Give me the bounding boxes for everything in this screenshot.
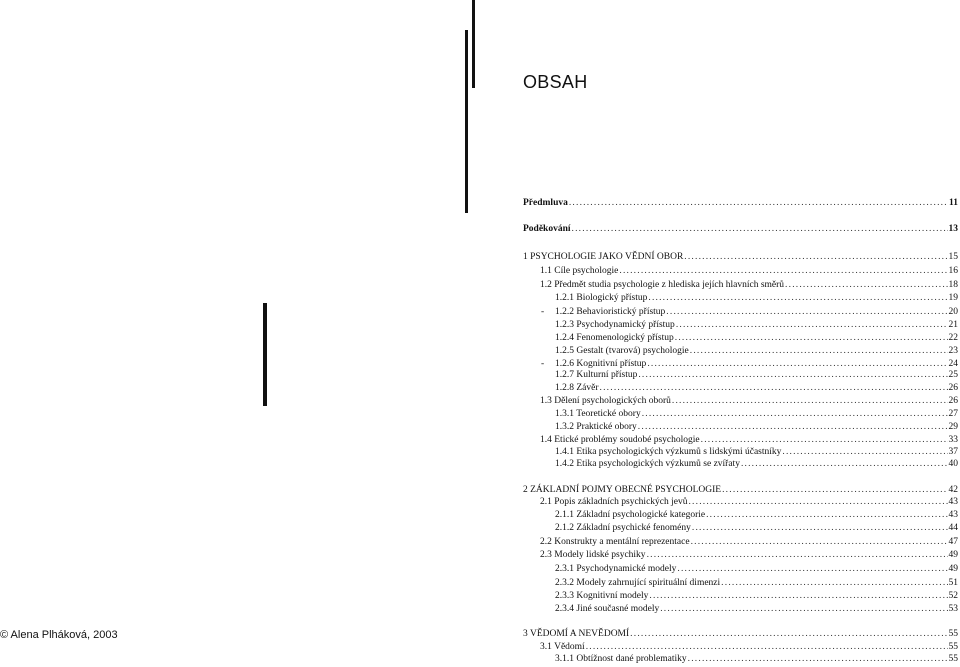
toc-entry-label: 1.2.4 Fenomenologický přístup — [555, 333, 674, 343]
toc-leader-dots — [706, 510, 947, 521]
toc-entry-page: 23 — [948, 346, 958, 356]
toc-entry-page: 44 — [948, 523, 958, 533]
toc-entry-label: 1.2.3 Psychodynamický přístup — [555, 320, 675, 330]
toc-entry-page: 29 — [948, 422, 958, 432]
toc-leader-dots — [692, 523, 948, 534]
toc-entry-page: 20 — [948, 307, 958, 317]
toc-entry[interactable] — [555, 409, 958, 420]
toc-entry-label: 1.3.1 Teoretické obory — [555, 409, 641, 419]
toc-entry-label: 1.2.1 Biologický přístup — [555, 293, 648, 303]
toc-leader-dots — [684, 252, 947, 263]
toc-entry-page: 11 — [949, 198, 958, 208]
toc-entry-page: 49 — [948, 564, 958, 574]
toc-entry[interactable] — [541, 359, 958, 370]
toc-entry-label: 2.2 Konstrukty a mentální reprezentace — [540, 537, 690, 547]
toc-leader-dots — [688, 497, 947, 508]
toc-entry-label: Poděkování — [523, 224, 571, 234]
toc-entry-label: 3.1 Vědomí — [540, 642, 585, 652]
toc-entry-page: 42 — [948, 485, 958, 495]
toc-entry-label: 2.3.1 Psychodynamické modely — [555, 564, 677, 574]
toc-leader-dots — [688, 654, 948, 665]
toc-entry-page: 22 — [948, 333, 958, 343]
toc-entry-label: 2.3.4 Jiné současné modely — [555, 604, 660, 614]
toc-entry[interactable] — [555, 604, 958, 615]
toc-leader-dots — [648, 293, 947, 304]
toc-entry-page: 16 — [948, 266, 958, 276]
toc-entry-label: 2 ZÁKLADNÍ POJMY OBECNÉ PSYCHOLOGIE — [523, 485, 722, 495]
toc-entry-page: 26 — [948, 396, 958, 406]
page-title: OBSAH — [523, 72, 588, 92]
toc-leader-dots — [666, 307, 947, 318]
toc-entry-page: 26 — [948, 383, 958, 393]
toc-entry-page: 53 — [948, 604, 958, 614]
toc-entry[interactable] — [555, 654, 958, 665]
toc-entry-page: 55 — [948, 629, 958, 639]
toc-leader-dots — [619, 266, 947, 277]
toc-leader-dots — [782, 447, 947, 458]
toc-entry[interactable] — [523, 629, 958, 640]
toc-entry[interactable] — [555, 459, 958, 470]
toc-leader-dots — [721, 578, 947, 589]
toc-entry[interactable] — [555, 320, 958, 331]
toc-entry-label: 1.2.5 Gestalt (tvarová) psychologie — [555, 346, 689, 356]
toc-leader-dots — [649, 591, 947, 602]
toc-leader-dots — [647, 550, 948, 561]
toc-entry-page: 43 — [948, 510, 958, 520]
toc-entry-page: 27 — [948, 409, 958, 419]
toc-entry-page: 47 — [948, 537, 958, 547]
toc-entry-label: 1.2 Předmět studia psychologie z hlediska jejích hlavních směrů — [540, 280, 785, 290]
toc-entry[interactable] — [540, 642, 958, 653]
toc-entry-label: 3.1.1 Obtížnost dané problematiky — [555, 654, 687, 664]
toc-entry[interactable] — [555, 422, 958, 433]
toc-entry[interactable] — [540, 396, 958, 407]
toc-entry-mark: - — [541, 307, 545, 317]
toc-entry-label: 1.3 Dělení psychologických oborů — [540, 396, 671, 406]
toc-leader-dots — [660, 604, 947, 615]
toc-leader-dots — [600, 383, 948, 394]
toc-entry-label: 1.4.2 Etika psychologických výzkumů se zvířaty — [555, 459, 740, 469]
toc-entry[interactable] — [555, 370, 958, 381]
toc-entry[interactable] — [523, 485, 958, 496]
toc-entry-page: 13 — [948, 224, 958, 234]
toc-leader-dots — [785, 280, 947, 291]
toc-entry-page: 18 — [948, 280, 958, 290]
toc-entry[interactable] — [555, 578, 958, 589]
toc-entry[interactable] — [555, 346, 958, 357]
toc-leader-dots — [647, 359, 947, 370]
toc-entry-page: 51 — [948, 578, 958, 588]
toc-entry[interactable] — [555, 591, 958, 602]
toc-entry-page: 52 — [948, 591, 958, 601]
toc-leader-dots — [691, 537, 948, 548]
toc-entry-label: 3 VĚDOMÍ A NEVĚDOMÍ — [523, 629, 630, 639]
toc-leader-dots — [741, 459, 948, 470]
toc-entry-label: 1.2.2 Behavioristický přístup — [555, 307, 666, 317]
toc-leader-dots — [672, 396, 948, 407]
toc-entry[interactable] — [555, 293, 958, 304]
toc-entry[interactable] — [540, 497, 958, 508]
toc-entry[interactable] — [541, 307, 958, 318]
toc-entry-label: 2.3.3 Kognitivní modely — [555, 591, 649, 601]
toc-entry-mark: - — [541, 359, 545, 369]
toc-entry-page: 55 — [948, 642, 958, 652]
toc-entry-page: 33 — [948, 435, 958, 445]
toc-entry-label: 1.2.6 Kognitivní přístup — [555, 359, 647, 369]
toc-entry-label: 1.4 Etické problémy soudobé psychologie — [540, 435, 700, 445]
toc-entry-page: 21 — [948, 320, 958, 330]
toc-leader-dots — [572, 224, 948, 235]
toc-entry-page: 43 — [948, 497, 958, 507]
toc-leader-dots — [701, 435, 948, 446]
toc-leader-dots — [677, 564, 947, 575]
toc-entry-page: 24 — [948, 359, 958, 369]
toc-entry[interactable] — [555, 523, 958, 534]
toc-entry[interactable] — [555, 383, 958, 394]
toc-entry[interactable] — [523, 198, 958, 209]
toc-entry-page: 40 — [948, 459, 958, 469]
toc-entry[interactable] — [540, 537, 958, 548]
toc-entry-label: 2.1.2 Základní psychické fenomény — [555, 523, 691, 533]
toc-leader-dots — [638, 422, 948, 433]
toc-leader-dots — [630, 629, 947, 640]
toc-entry-page: 37 — [948, 447, 958, 457]
toc-entry[interactable] — [540, 266, 958, 277]
toc-entry[interactable] — [523, 252, 958, 263]
toc-leader-dots — [690, 346, 948, 357]
toc-entry-label: 1.1 Cíle psychologie — [540, 266, 619, 276]
toc-entry-label: 1.2.8 Závěr — [555, 383, 599, 393]
toc-entry-label: 1.2.7 Kulturní přístup — [555, 370, 638, 380]
copyright-note: © Alena Plháková, 2003 — [0, 629, 118, 641]
toc-leader-dots — [638, 370, 947, 381]
toc-entry[interactable] — [555, 447, 958, 458]
toc-entry-page: 19 — [948, 293, 958, 303]
toc-entry-page: 55 — [948, 654, 958, 664]
toc-entry[interactable] — [555, 333, 958, 344]
toc-entry-label: Předmluva — [523, 198, 568, 208]
toc-entry-label: 2.1.1 Základní psychologické kategorie — [555, 510, 706, 520]
toc-entry[interactable] — [523, 224, 958, 235]
toc-entry-page: 15 — [948, 252, 958, 262]
toc-entry[interactable] — [555, 564, 958, 575]
toc-leader-dots — [675, 333, 948, 344]
toc-leader-dots — [676, 320, 948, 331]
toc-entry-label: 2.1 Popis základních psychických jevů — [540, 497, 688, 507]
toc-entry-label: 1 PSYCHOLOGIE JAKO VĚDNÍ OBOR — [523, 252, 684, 262]
toc-entry[interactable] — [540, 550, 958, 561]
toc-entry[interactable] — [540, 280, 958, 291]
toc-leader-dots — [586, 642, 948, 653]
toc-entry-label: 1.4.1 Etika psychologických výzkumů s lidskými účastníky — [555, 447, 782, 457]
toc-entry[interactable] — [540, 435, 958, 446]
toc-entry-label: 1.3.2 Praktické obory — [555, 422, 637, 432]
toc-leader-dots — [722, 485, 947, 496]
toc-leader-dots — [569, 198, 948, 209]
toc-entry-label: 2.3 Modely lidské psychiky — [540, 550, 646, 560]
toc-entry-label: 2.3.2 Modely zahrnující spirituální dimenzi — [555, 578, 721, 588]
toc-entry-page: 49 — [948, 550, 958, 560]
toc-leader-dots — [642, 409, 948, 420]
toc-entry[interactable] — [555, 510, 958, 521]
toc-entry-page: 25 — [948, 370, 958, 380]
